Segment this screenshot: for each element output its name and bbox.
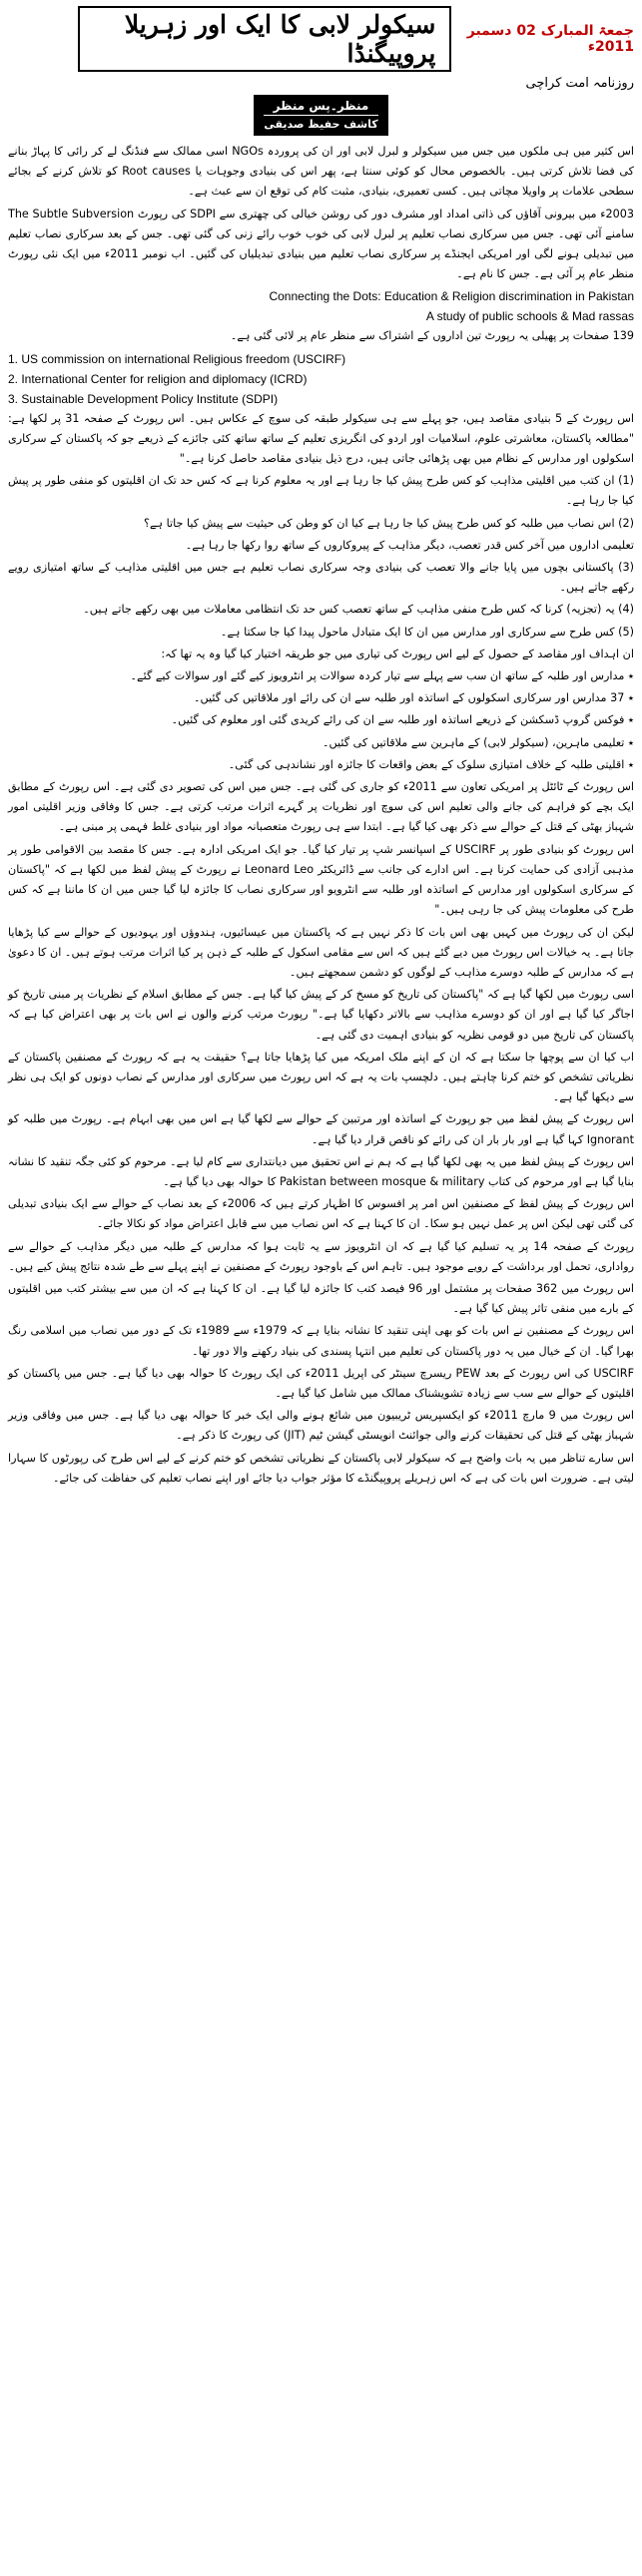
body-paragraph: (2) اس نصاب میں طلبہ کو کس طرح پیش کیا جا رہا ہے کیا ان کو وطن کی حیثیت سے پیش کیا جاتا ہے؟ [144,516,634,530]
body-paragraph: اس رپورٹ کو بنیادی طور پر USCIRF کے اسپانسر شپ پر تیار کیا گیا۔ جو ایک امریکی ادارہ ہے۔ جس کا مقصد بین الاقوامی طور پر مذہبی آزادی کی حمایت کرنا ہے۔ اس ادارے کی جانب سے ڈائریکٹر Leonard Leo نے رپورٹ کے پیش لفظ میں لکھا ہے کہ "پاکستان کے سرکاری اسکولوں اور مدارس کے اساتذہ اور طلبہ سے انٹرویو اور سرکاری نصاب کا جائزہ لیا گیا جس میں ان کا ماننا ہے کہ کس طرح کی معلومات پیش کی جا رہی ہیں۔" [8,842,634,917]
body-paragraph: اس رپورٹ میں 362 صفحات پر مشتمل اور 96 فیصد کتب کا جائزہ لیا گیا ہے۔ ان کا کہنا ہے کہ ان میں سے بیشتر کتب میں اقلیتوں کے بارے میں منفی تاثر پیش کیا گیا ہے۔ [8,1281,634,1316]
byline-box [8,95,634,136]
body-paragraph: USCIRF کی اس رپورٹ کے بعد PEW ریسرچ سینٹر کی اپریل 2011ء کی ایک رپورٹ کا حوالہ بھی دیا گیا ہے۔ جس میں پاکستان کو اقلیتوں کے حوالے سے سب سے زیادہ تشویشناک ممالک میں شامل کیا گیا ہے۔ [8,1366,634,1400]
body-paragraph: (3) پاکستانی بچوں میں پایا جانے والا تعصب کی بنیادی وجہ سرکاری نصاب تعلیم ہے جس میں اقلیتی مذاہب کے ساتھ امتیازی رویے رکھے جاتے ہیں۔ [8,561,634,595]
institution-item: 2. International Center for religion and diplomacy (ICRD) [8,371,308,386]
byline-title: منظر۔پس منظر [273,99,369,113]
body-paragraph: تعلیمی اداروں میں آخر کس قدر تعصب، دیگر مذاہب کے پیروکاروں کے ساتھ روا رکھا جا رہا ہے۔ [185,538,634,552]
newspaper-source: روزنامہ امت کراچی [525,76,634,91]
body-paragraph: رپورٹ کے صفحہ 14 پر یہ تسلیم کیا گیا ہے کہ ان انٹرویوز سے یہ ثابت ہوا کہ مدارس کے طلبہ میں دیگر مذاہب کے حوالے سے رواداری، تحمل اور برداشت کے رویے موجود ہیں۔ تاہم اس کے باوجود رپورٹ کے مصنفین نے اپنے پہلے سے طے شدہ نتائج پیش کیے ہیں۔ [8,1239,634,1273]
institution-item: 3. Sustainable Development Policy Institute (SDPI) [8,391,279,406]
byline [254,95,387,136]
body-paragraph: (5) کس طرح سے سرکاری اور مدارس میں ان کا ایک متبادل ماحول پیدا کیا جا سکتا ہے۔ [220,625,634,639]
intro-paragraph-1: اس کثیر میں ہی ملکوں میں جس میں سیکولر و لبرل لابی اور ان کی پروردہ NGOs اسی ممالک سے فنڈنگ لے کر رائی کا پہاڑ بنانے کی فضا تلاش کرتی ہیں۔ بالخصوص محال کو کوئی سنتا ہے، پھر اس کی بنیادی وجوہات یا Root causes کو تلاش کرنے کے بجائے سطحی علامات پر واویلا مچاتی ہیں۔ کسی تعمیری، بنیادی، مثبت کام کی توقع ان سے عبث ہے۔ [8,145,634,199]
body-paragraph: اس رپورٹ کے پیش لفظ کے مصنفین اس امر پر افسوس کا اظہار کرتے ہیں کہ 2006ء کے بعد نصاب کے حوالے سے ایک بنیادی تبدیلی کی گئی تھی لیکن اس پر عمل نہیں ہو سکا۔ ان کا کہنا ہے کہ اس نصاب میں سے قابل اعتراض مواد کو نکالا جائے۔ [8,1197,634,1231]
body-paragraph: اسی رپورٹ میں لکھا گیا ہے کہ "پاکستان کی تاریخ کو مسخ کر کے پیش کیا گیا ہے۔ جس کے مطابق اسلام کے نظریات پر مبنی تاریخ کو اجاگر کیا گیا ہے اور ان کو دوسرے مذاہب سے بالاتر دکھایا گیا ہے۔" رپورٹ مرتب کرنے والوں نے اس بات پر بھی اعتراض کیا ہے کہ پاکستان کی تاریخ میں دو قومی نظریہ کو بنیادی اہمیت دی گئی ہے۔ [8,988,634,1042]
body-paragraph: ٭ تعلیمی ماہرین، (سیکولر لابی) کے ماہرین سے ملاقاتیں کی گئیں۔ [321,735,634,749]
body-paragraph: لیکن ان کی رپورٹ میں کہیں بھی اس بات کا ذکر نہیں ہے کہ پاکستان میں عیسائیوں، ہندوؤں اور یہودیوں کے حوالے سے کیا پڑھایا جاتا ہے۔ یہ خیالات اس رپورٹ میں دیے گئے ہیں کہ اس سے مقامی اسکول کے طلبہ کے ذہن پر کیا اثرات مرتب ہوتے ہیں۔ ان کا دعویٰ ہے کہ مدارس کے طلبہ دوسرے مذاہب کے لوگوں کو دشمن سمجھتے ہیں۔ [8,925,634,979]
body-paragraph: ان اہداف اور مقاصد کے حصول کے لیے اس رپورٹ کی تیاری میں جو طریقہ اختیار کیا گیا وہ یہ تھا کہ: [161,646,634,660]
headline: سیکولر لابی کا ایک اور زہریلا پروپیگنڈا [78,6,451,72]
masthead [8,6,634,72]
byline-author: کاشف حفیظ صدیقی [264,115,377,134]
report-title-line-2: A study of public schools & Mad rassas [425,309,634,324]
article-body [8,409,634,1489]
dateline: جمعۃ المبارک 02 دسمبر 2011ء [466,23,634,55]
body-paragraph: (1) ان کتب میں اقلیتی مذاہب کو کس طرح پیش کیا جا رہا ہے اور یہ معلوم کرنا ہے کہ کس حد تک ان اقلیتوں کو منفی طور پر پیش کیا جا رہا ہے۔ [8,474,634,508]
report-title-line-1: Connecting the Dots: Education & Religion discrimination in Pakistan [269,289,634,304]
body-paragraph: اس رپورٹ کے پیش لفظ میں یہ بھی لکھا گیا ہے کہ ہم نے اس تحقیق میں دیانتداری سے کام لیا ہے۔ مرحوم کو کئی جگہ تنقید کا نشانہ بنایا گیا ہے اور مرحوم کی کتاب Pakistan between mosque & military کا حوالہ بھی دیا گیا ہے۔ [8,1154,634,1188]
body-paragraph: ٭ اقلیتی طلبہ کے خلاف امتیازی سلوک کے بعض واقعات کا جائزہ اور نشاندہی کی گئی۔ [228,757,634,771]
body-paragraph: اب کیا ان سے پوچھا جا سکتا ہے کہ ان کے اپنے ملک امریکہ میں کیا پڑھایا جاتا ہے؟ حقیقت یہ ہے کہ رپورٹ کے مصنفین پاکستان کے نظریاتی تشخص کو ختم کرنا چاہتے ہیں۔ دلچسپ بات یہ ہے کہ اس رپورٹ میں سرکاری اور مدارس کے نصاب دونوں کو ایک ہی نظر سے دیکھا گیا ہے۔ [8,1050,634,1104]
body-paragraph: ٭ فوکس گروپ ڈسکشن کے ذریعے اساتذہ اور طلبہ سے ان کی رائے کریدی گئی اور معلوم کی گئیں۔ [171,713,634,727]
intro-paragraph-2: 2003ء میں بیرونی آقاؤں کی ذاتی امداد اور مشرف دور کی روشن خیالی کی چھتری سے SDPI کی رپورٹ The Subtle Subversion سامنے آئی تھی۔ جس میں سرکاری نصاب تعلیم پر لبرل لابی کی خوب خوب رائے زنی کی گئی تھی۔ جس کے بعد سرکاری نصاب تعلیم میں تبدیلی ہونے لگی اور امریکی ایجنڈے پر سرکاری نصاب تعلیم میں بنیادی تبدیلیاں کی گئیں۔ اب نومبر 2011ء میں ایک نئی رپورٹ منظر عام پر آئی ہے۔ جس کا نام ہے۔ [8,207,634,281]
body-paragraph: اس رپورٹ کے پیش لفظ میں جو رپورٹ کے اساتذہ اور مرتبین کے حوالے سے لکھا گیا ہے اس میں بھی ابہام ہے۔ رپورٹ میں طلبہ کو Ignorant کہا گیا ہے اور بار بار ان کی رائے کو ناقص قرار دیا گیا ہے۔ [8,1112,634,1146]
body-paragraph: ٭ 37 مدارس اور سرکاری اسکولوں کے اساتذہ اور طلبہ سے ان کی رائے اور ملاقاتیں کی گئیں۔ [193,691,634,705]
body-paragraph: اس رپورٹ کے 5 بنیادی مقاصد ہیں، جو پہلے سے ہی سیکولر طبقہ کی سوچ کے عکاس ہیں۔ اس رپورٹ کے صفحہ 31 پر لکھا ہے: "مطالعہ پاکستان، معاشرتی علوم، اسلامیات اور اردو کی انگریزی تعلیم کے ساتھ ساتھ کئی جائزے کے ذریعے جو کہ پاکستان کے سرکاری اسکولوں اور مدارس کے نظام میں بھی پڑھائی جاتی ہیں، درج ذیل بنیادی مقاصد حاصل کرنا ہے۔" [8,411,634,466]
pages-line: 139 صفحات پر پھیلی یہ رپورٹ تین اداروں کے اشتراک سے منظر عام پر لائی گئی ہے۔ [230,329,634,343]
body-paragraph: اس رپورٹ کے ٹائٹل پر امریکی تعاون سے 2011ء کو جاری کی گئی ہے۔ جس میں اس کی تصویر دی گئی ہے۔ اس رپورٹ کے مطابق ایک بچے کو فراہم کی جانے والی تعلیم اس کی سوچ اور نظریات پر گہرے اثرات مرتب کرتی ہے۔ جس کا وفاقی وزیر اقلیتی امور شہباز بھٹی کے قتل کے حوالے سے ذکر بھی کیا گیا ہے۔ ابتدا سے ہی رپورٹ متعصبانہ مواد اور بنیادی غلط فہمی پر مبنی ہے۔ [8,780,634,834]
body-paragraph: اس رپورٹ میں 9 مارچ 2011ء کو ایکسپریس ٹریبیون میں شائع ہونے والی ایک خبر کا حوالہ بھی دیا گیا ہے۔ جس میں وفاقی وزیر شہباز بھٹی کے قتل کی تحقیقات کرنے والی جوائنٹ انویسٹی گیشن ٹیم (JIT) کی رپورٹ کا ذکر ہے۔ [8,1409,635,1443]
body-paragraph: اس رپورٹ کے مصنفین نے اس بات کو بھی اپنی تنقید کا نشانہ بنایا ہے کہ 1979ء سے 1989ء تک کے دور میں نصاب میں اسلامی رنگ بھرا گیا۔ ان کے خیال میں یہ دور پاکستان کی تعلیم میں انتہا پسندی کی بنیاد رکھنے والا دور تھا۔ [8,1324,634,1358]
institution-item: 1. US commission on international Religious freedom (USCIRF) [8,351,346,366]
body-paragraph: اس سارے تناظر میں یہ بات واضح ہے کہ سیکولر لابی پاکستان کے نظریاتی تشخص کو ختم کرنے کے لیے اس طرح کی رپورٹوں کا سہارا لیتی ہے۔ ضرورت اس بات کی ہے کہ اس زہریلے پروپیگنڈے کا مؤثر جواب دیا جائے اور اپنے نصاب تعلیم کی حفاظت کی جائے۔ [8,1451,634,1485]
body-paragraph: (4) یہ (تجزیہ) کرنا کہ کس طرح منفی مذاہب کے ساتھ تعصب کس حد تک انتظامی معاملات میں بھی رکھے جاتے ہیں۔ [83,603,634,617]
body-paragraph: ٭ مدارس اور طلبہ کے ساتھ ان سب سے پہلے سے تیار کردہ سوالات پر انٹرویوز کیے گئے اور سوالات کیے گئے۔ [130,669,634,683]
